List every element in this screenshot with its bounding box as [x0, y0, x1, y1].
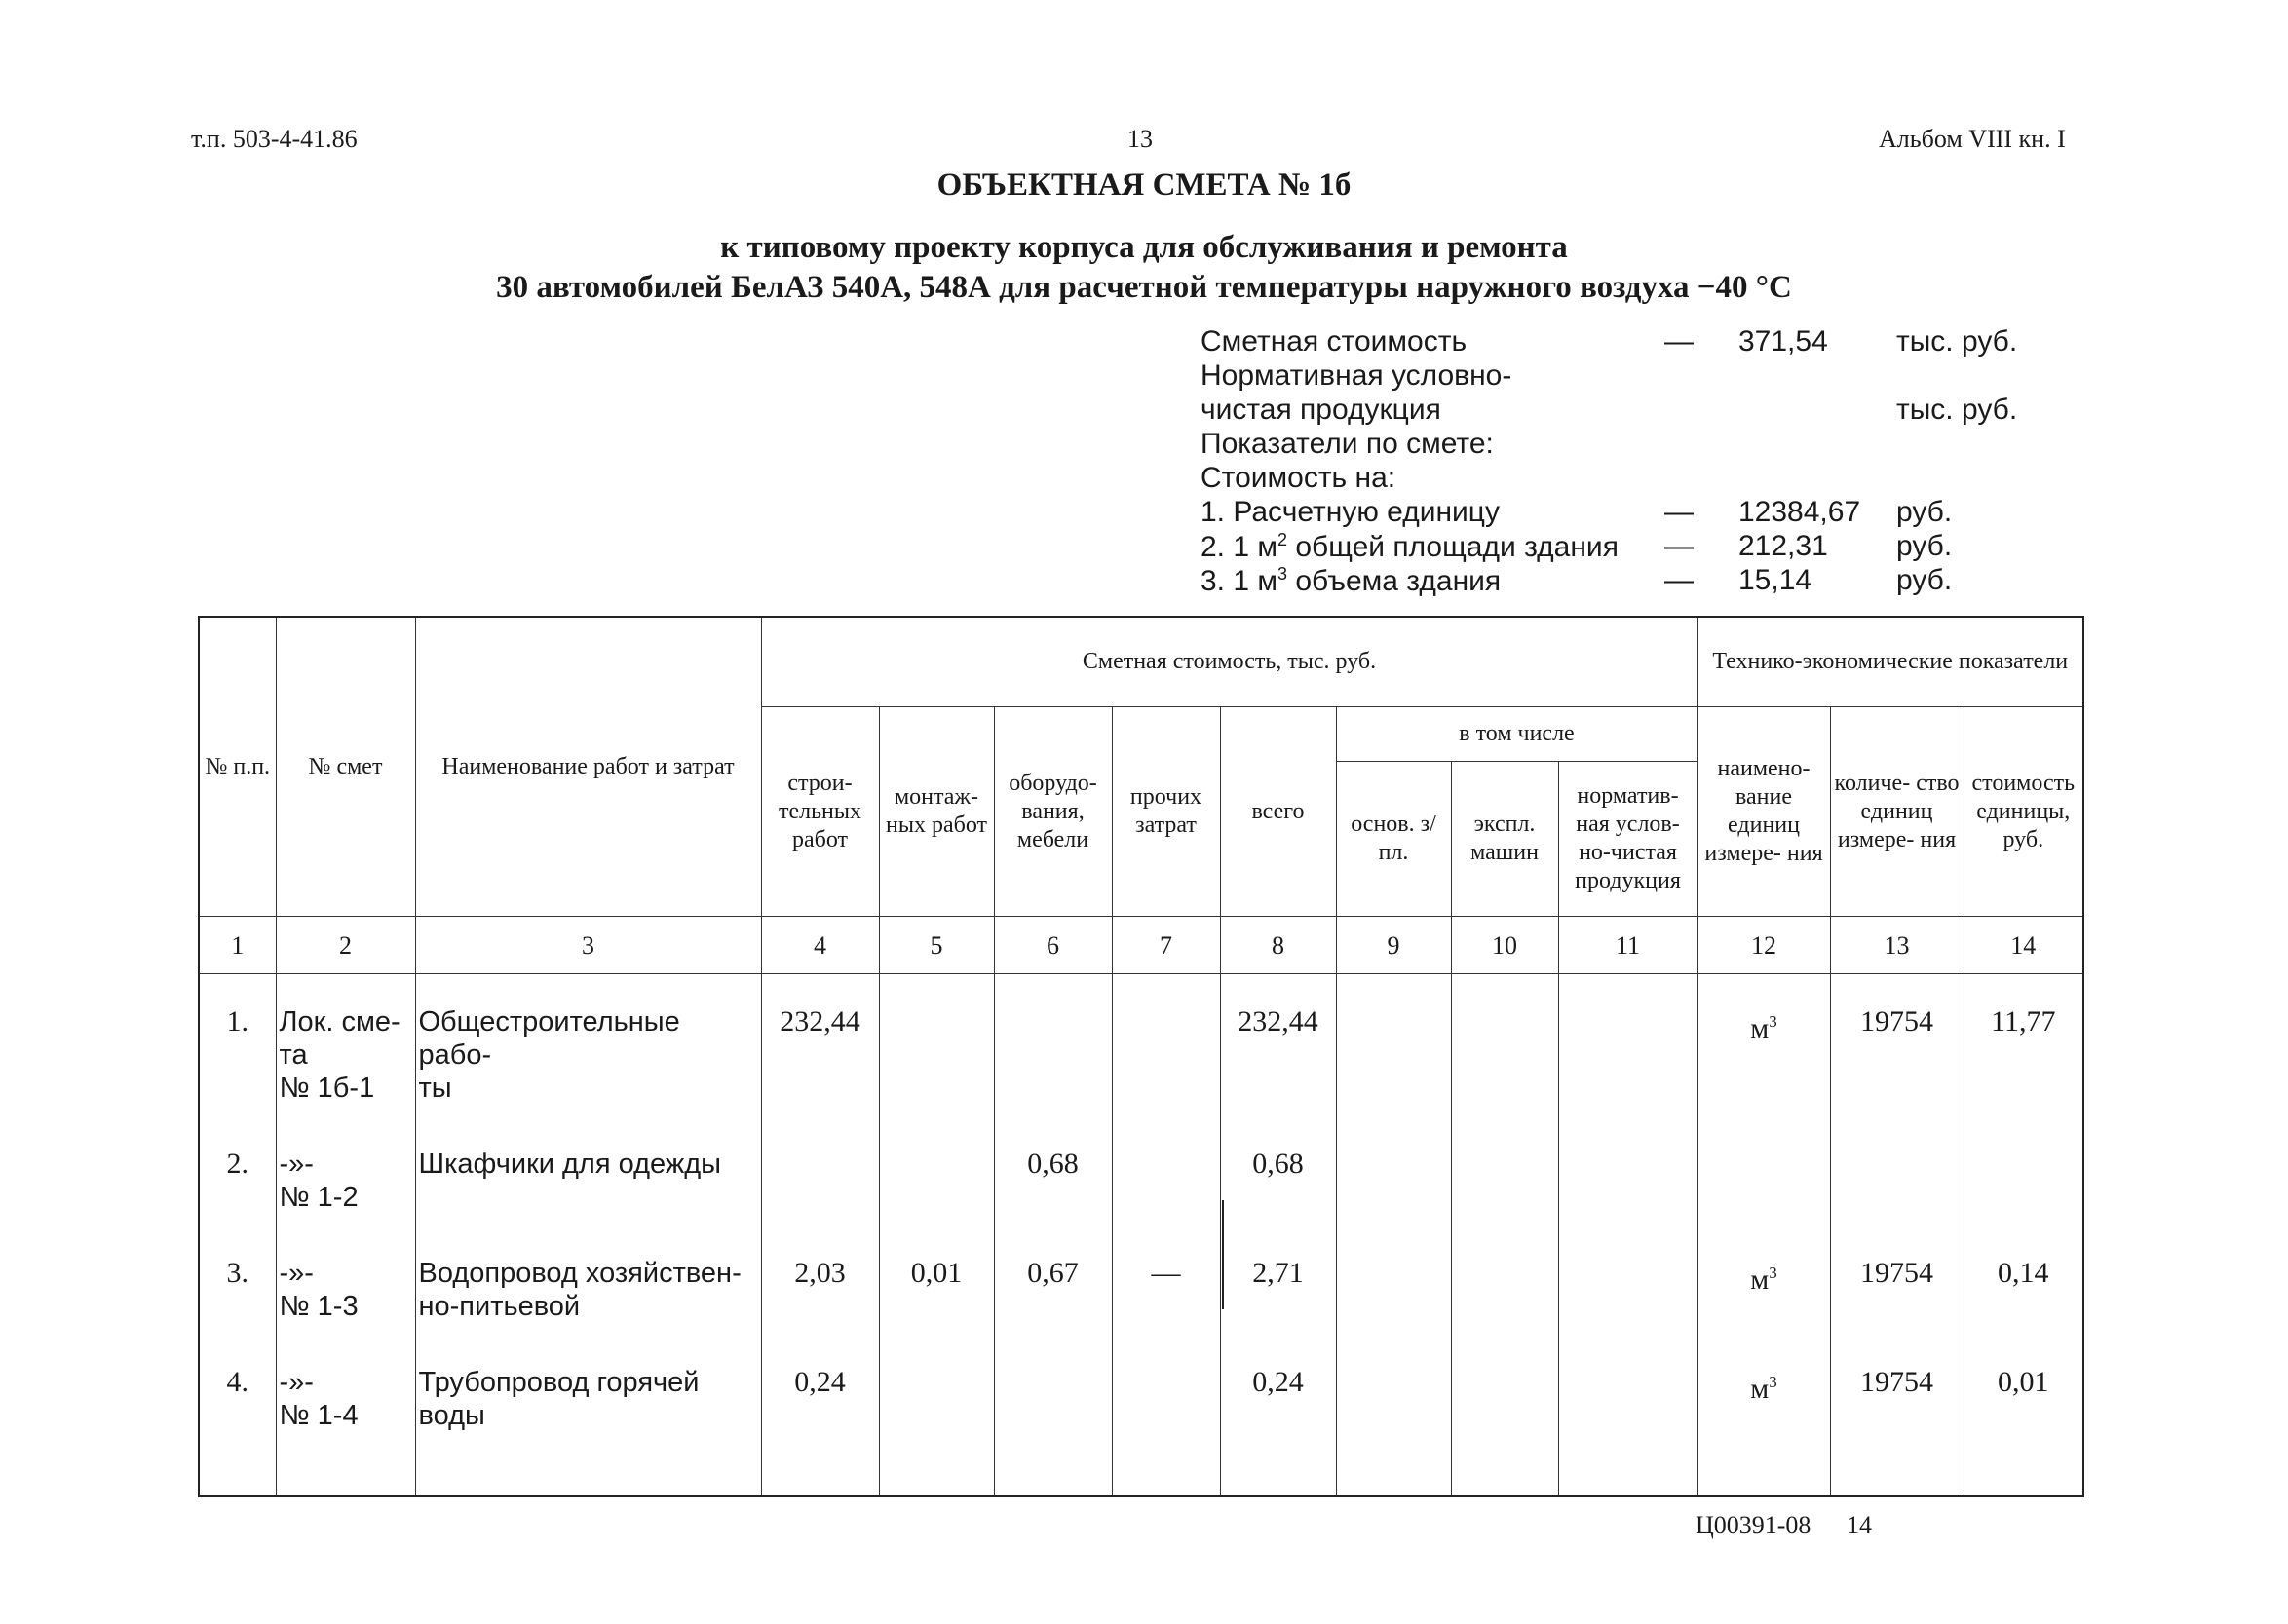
cell-no: 1. — [199, 974, 276, 1117]
header-unit-cost: стоимость единицы, руб. — [1964, 706, 2083, 917]
cell-unit-name: $м^3$ — [1697, 1335, 1830, 1496]
cell-equipment: 0,67 — [994, 1226, 1112, 1335]
col-number: 8 — [1220, 917, 1336, 974]
col-number: 4 — [761, 917, 879, 974]
header-build: строи- тельных работ — [761, 706, 879, 917]
cell-build: 2,03 — [761, 1226, 879, 1335]
cell-name: Трубопровод горячей воды — [415, 1335, 761, 1496]
cell-unit-name: $м^3$ — [1697, 1226, 1830, 1335]
header-equipment: оборудо- вания, мебели — [994, 706, 1112, 917]
cell-wage — [1336, 1116, 1451, 1226]
header-cost-group: Сметная стоимость, тыс. руб. — [761, 617, 1697, 706]
summary-item3-unit: руб. — [1896, 564, 1953, 596]
cell-norm-product — [1558, 974, 1697, 1117]
header-quantity: количе- ство единиц измере- ния — [1830, 706, 1964, 917]
cell-other: — — [1112, 1226, 1220, 1335]
table-row — [199, 1226, 2083, 1335]
cell-install — [879, 1116, 994, 1226]
cell-no: 2. — [199, 1116, 276, 1226]
header-total: всего — [1220, 706, 1336, 917]
footer-number: 14 — [1847, 1511, 1872, 1539]
cell-quantity: 19754 — [1830, 1335, 1964, 1496]
summary-norm-label-2: чистая продукция — [1201, 394, 1441, 426]
cell-equipment — [994, 974, 1112, 1117]
cell-norm-product — [1558, 1335, 1697, 1496]
table-header-row-1 — [199, 617, 2083, 706]
page-number: 13 — [1127, 125, 1153, 153]
cell-build: 232,44 — [761, 974, 879, 1117]
summary-item1-dash: — — [1664, 496, 1694, 528]
cell-unit-cost: 11,77 — [1964, 974, 2083, 1117]
summary-cost-dash: — — [1664, 325, 1694, 358]
summary-item1-label: 1. Расчетную единицу — [1201, 496, 1500, 528]
summary-item1-value: 12384,67 — [1738, 496, 1861, 528]
summary-norm-unit: тыс. руб. — [1896, 394, 2018, 426]
header-wage: основ. з/пл. — [1336, 762, 1451, 917]
header-estimate-no: № смет — [276, 617, 415, 917]
cell-quantity: 19754 — [1830, 1226, 1964, 1335]
cell-machines — [1451, 974, 1558, 1117]
cell-other — [1112, 974, 1220, 1117]
cell-other — [1112, 1116, 1220, 1226]
header-machines: экспл. машин — [1451, 762, 1558, 917]
header-tech-group: Технико-экономические показатели — [1697, 617, 2083, 706]
cell-build: 0,24 — [761, 1335, 879, 1496]
col-number: 13 — [1830, 917, 1964, 974]
cell-wage — [1336, 974, 1451, 1117]
col-number: 2 — [276, 917, 415, 974]
document-subtitle-line2: 30 автомобилей БелАЗ 540А, 548А для расчетной температуры наружного воздуха −40 °С — [496, 270, 1792, 305]
col-number: 11 — [1558, 917, 1697, 974]
footer-code: Ц00391-08 — [1696, 1511, 1811, 1539]
col-number: 10 — [1451, 917, 1558, 974]
cell-total: 0,68 — [1220, 1116, 1336, 1226]
table-row — [199, 1116, 2083, 1226]
col-number: 12 — [1697, 917, 1830, 974]
col-number: 3 — [415, 917, 761, 974]
cell-norm-product — [1558, 1116, 1697, 1226]
cell-install: 0,01 — [879, 1226, 994, 1335]
summary-item2-dash: — — [1664, 530, 1694, 562]
cell-estimate-no: -»- № 1-2 — [276, 1116, 415, 1226]
cell-unit-cost: 0,01 — [1964, 1335, 2083, 1496]
summary-cost-on-label: Стоимость на: — [1201, 462, 1396, 494]
cell-equipment: 0,68 — [994, 1116, 1112, 1226]
summary-item1-unit: руб. — [1896, 496, 1953, 528]
col-number: 9 — [1336, 917, 1451, 974]
header-including: в том числе — [1336, 706, 1697, 762]
summary-cost-label: Сметная стоимость — [1201, 325, 1468, 358]
cell-no: 3. — [199, 1226, 276, 1335]
album-label: Альбом VIII кн. I — [1879, 125, 2066, 153]
cell-total: 0,24 — [1220, 1335, 1336, 1496]
cell-build — [761, 1116, 879, 1226]
header-no: № п.п. — [199, 617, 276, 917]
cell-equipment — [994, 1335, 1112, 1496]
cell-estimate-no: Лок. сме- та № 1б-1 — [276, 974, 415, 1117]
summary-item2-value: 212,31 — [1738, 530, 1828, 562]
header-install: монтаж- ных работ — [879, 706, 994, 917]
summary-cost-unit: тыс. руб. — [1896, 325, 2018, 358]
estimate-table — [198, 616, 2084, 1497]
summary-item3-dash: — — [1664, 564, 1694, 596]
document-subtitle-line1: к типовому проекту корпуса для обслуживания и ремонта — [720, 230, 1568, 265]
cell-name: Водопровод хозяйствен- но-питьевой — [415, 1226, 761, 1335]
cell-name: Шкафчики для одежды — [415, 1116, 761, 1226]
header-norm-product: норматив- ная услов- но-чистая продукция — [1558, 762, 1697, 917]
cell-install — [879, 1335, 994, 1496]
col-number: 6 — [994, 917, 1112, 974]
cell-norm-product — [1558, 1226, 1697, 1335]
cell-name: Общестроительные рабо- ты — [415, 974, 761, 1117]
table-row — [199, 1335, 2083, 1496]
col-number: 5 — [879, 917, 994, 974]
document-title: ОБЪЕКТНАЯ СМЕТА № 1б — [936, 168, 1352, 203]
summary-item2-unit: руб. — [1896, 530, 1953, 562]
cell-wage — [1336, 1335, 1451, 1496]
cell-estimate-no: -»- № 1-4 — [276, 1335, 415, 1496]
cell-no: 4. — [199, 1335, 276, 1496]
cell-unit-cost: 0,14 — [1964, 1226, 2083, 1335]
cell-quantity — [1830, 1116, 1964, 1226]
summary-item3-label: 3. 1 $м^3$ объема здания — [1201, 564, 1502, 597]
cell-install — [879, 974, 994, 1117]
summary-item2-label: 2. 1 $м^2$ общей площади здания — [1201, 530, 1619, 563]
col-number: 1 — [199, 917, 276, 974]
cell-machines — [1451, 1226, 1558, 1335]
header-name: Наименование работ и затрат — [415, 617, 761, 917]
cell-other — [1112, 1335, 1220, 1496]
cell-total: 232,44 — [1220, 974, 1336, 1117]
col-number: 14 — [1964, 917, 2083, 974]
summary-indicators-label: Показатели по смете: — [1201, 428, 1494, 460]
cell-total: 2,71 — [1220, 1226, 1336, 1335]
header-unit-name: наимено- вание единиц измере- ния — [1697, 706, 1830, 917]
document-code: т.п. 503-4-41.86 — [191, 125, 358, 153]
cell-machines — [1451, 1335, 1558, 1496]
summary-item3-value: 15,14 — [1738, 564, 1812, 596]
table-row — [199, 974, 2083, 1117]
cell-unit-name: $м^3$ — [1697, 974, 1830, 1117]
summary-cost-value: 371,54 — [1738, 325, 1828, 358]
col-number: 7 — [1112, 917, 1220, 974]
cell-unit-cost — [1964, 1116, 2083, 1226]
cell-quantity: 19754 — [1830, 974, 1964, 1117]
cell-unit-name — [1697, 1116, 1830, 1226]
column-number-row — [199, 917, 2083, 974]
row3-separator-line — [1222, 1200, 1224, 1309]
cell-estimate-no: -»- № 1-3 — [276, 1226, 415, 1335]
summary-norm-label-1: Нормативная условно- — [1201, 359, 1512, 392]
cell-machines — [1451, 1116, 1558, 1226]
cell-wage — [1336, 1226, 1451, 1335]
header-other: прочих затрат — [1112, 706, 1220, 917]
